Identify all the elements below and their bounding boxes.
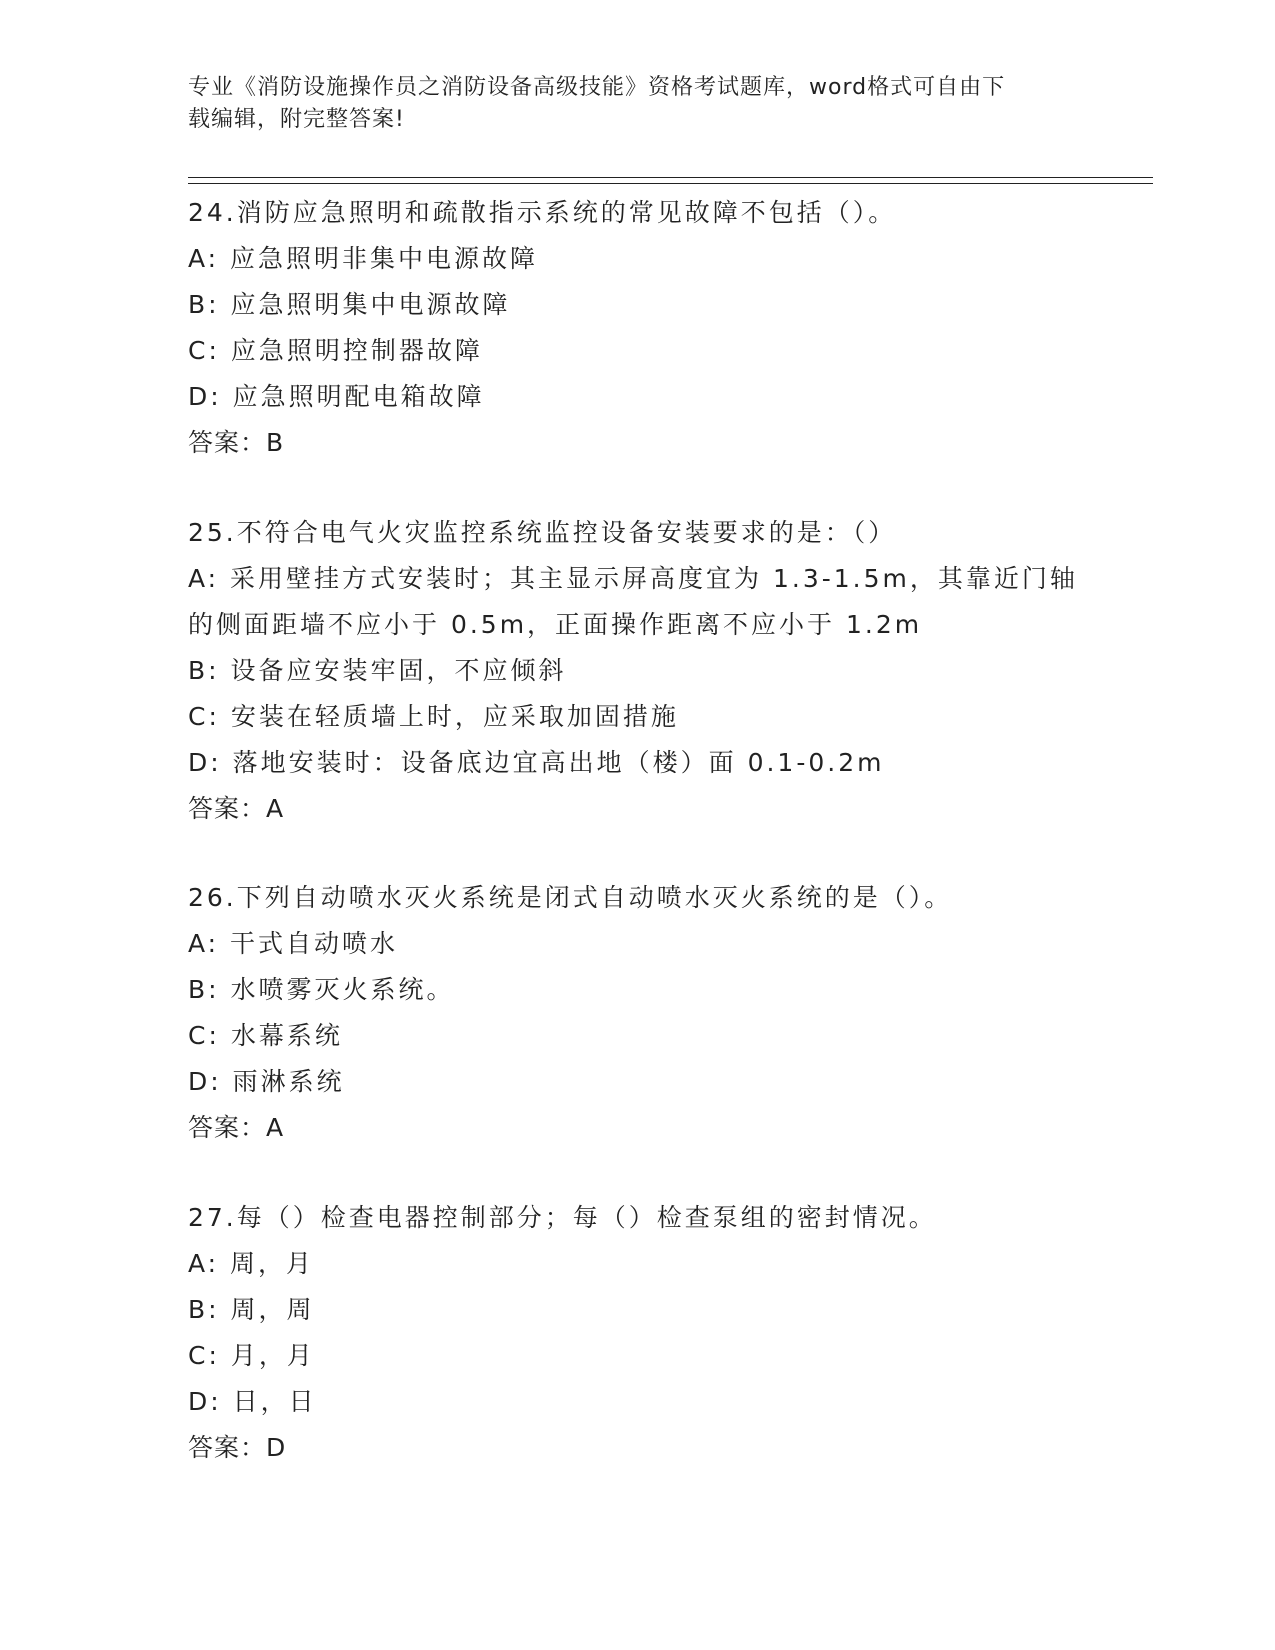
option-b: B: 周，周: [188, 1295, 315, 1324]
option-a: A: 周，月: [188, 1249, 315, 1278]
option-c: C: 应急照明控制器故障: [188, 336, 483, 365]
answer: 答案：B: [188, 428, 285, 457]
option-d: D: 雨淋系统: [188, 1067, 345, 1096]
option-c: C: 月，月: [188, 1341, 315, 1370]
option-b: B: 设备应安装牢固，不应倾斜: [188, 656, 567, 685]
question-stem: 25.不符合电气火灾监控系统监控设备安装要求的是：（）: [188, 518, 897, 547]
option-a-continued: 的侧面距墙不应小于 0.5m，正面操作距离不应小于 1.2m: [188, 610, 923, 639]
header-rule-bottom: [188, 183, 1153, 184]
header-line-1: 专业《消防设施操作员之消防设备高级技能》资格考试题库，word格式可自由下: [188, 75, 1006, 100]
answer: 答案：A: [188, 794, 285, 823]
header-line-2: 载编辑，附完整答案!: [188, 107, 405, 132]
option-c: C: 安装在轻质墙上时，应采取加固措施: [188, 702, 679, 731]
option-d: D: 日，日: [188, 1387, 317, 1416]
option-d: D: 应急照明配电箱故障: [188, 382, 485, 411]
question-26: [188, 875, 1088, 1151]
header-rule-top: [188, 177, 1153, 178]
question-stem: 27.每（）检查电器控制部分；每（）检查泵组的密封情况。: [188, 1203, 937, 1232]
option-a: A: 干式自动喷水: [188, 929, 399, 958]
document-header: [188, 72, 1068, 136]
option-a: A: 应急照明非集中电源故障: [188, 244, 539, 273]
answer: 答案：A: [188, 1113, 285, 1142]
option-a: A: 采用壁挂方式安装时；其主显示屏高度宜为 1.3-1.5m，其靠近门轴: [188, 564, 1078, 593]
option-b: B: 应急照明集中电源故障: [188, 290, 511, 319]
option-b: B: 水喷雾灭火系统。: [188, 975, 455, 1004]
answer: 答案：D: [188, 1433, 287, 1462]
question-24: [188, 190, 1088, 466]
option-d: D: 落地安装时：设备底边宜高出地（楼）面 0.1-0.2m: [188, 748, 885, 777]
question-25: [188, 510, 1088, 832]
question-stem: 24.消防应急照明和疏散指示系统的常见故障不包括（）。: [188, 198, 897, 227]
option-c: C: 水幕系统: [188, 1021, 343, 1050]
question-stem: 26.下列自动喷水灭火系统是闭式自动喷水灭火系统的是（）。: [188, 883, 953, 912]
question-27: [188, 1195, 1088, 1471]
